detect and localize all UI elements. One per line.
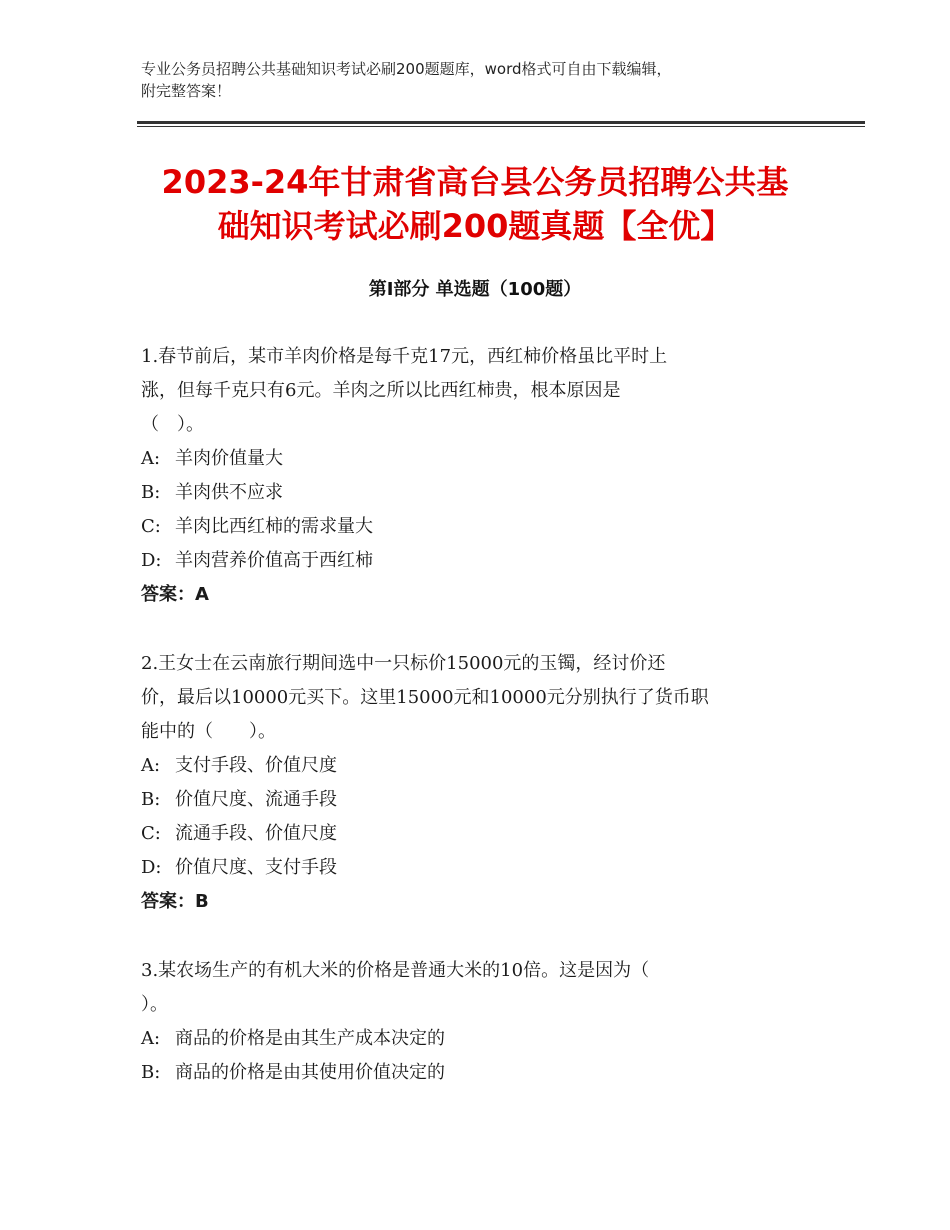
option-text: 商品的价格是由其使用价值决定的 [175,1062,445,1083]
option-text: 羊肉价值量大 [175,448,283,469]
section-heading: 第Ⅰ部分 单选题（100题） [368,279,582,300]
option-key: B: [141,1062,161,1083]
option-a [141,442,821,476]
option-key: D: [141,550,162,571]
header-note-line-2: 附完整答案！ [141,82,232,100]
header-divider-thick [137,121,865,124]
question-3 [141,954,821,1090]
title-line-2: 础知识考试必刷200题真题【全优】 [217,207,733,245]
option-a [141,1022,821,1056]
option-b [141,783,821,817]
question-text-line: 1.春节前后，某市羊肉价格是每千克17元，西红柿价格虽比平时上 [141,346,668,367]
question-text-line: ）。 [141,994,168,1015]
question-1 [141,340,821,612]
header-divider-thin [137,126,865,127]
option-text: 价值尺度、支付手段 [175,857,337,878]
option-a [141,749,821,783]
option-d [141,544,821,578]
question-2 [141,647,821,919]
title-line-1: 2023-24年甘肃省高台县公务员招聘公共基 [161,163,789,201]
question-text-line: 涨，但每千克只有6元。羊肉之所以比西红柿贵，根本原因是 [141,380,621,401]
option-text: 商品的价格是由其生产成本决定的 [175,1028,445,1049]
answer: 答案：A [141,584,209,605]
header-note [141,58,821,102]
option-b [141,476,821,510]
option-key: C: [141,823,161,844]
option-text: 羊肉供不应求 [175,482,283,503]
option-d [141,851,821,885]
option-key: A: [141,1028,161,1049]
option-text: 羊肉比西红柿的需求量大 [175,516,373,537]
option-key: D: [141,857,162,878]
option-key: A: [141,755,161,776]
option-c [141,510,821,544]
document-title [110,160,840,248]
option-key: C: [141,516,161,537]
question-text-line: 3.某农场生产的有机大米的价格是普通大米的10倍。这是因为（ [141,960,650,981]
header-note-line-1: 专业公务员招聘公共基础知识考试必刷200题题库，word格式可自由下载编辑， [141,60,672,78]
question-text-line: 价，最后以10000元买下。这里15000元和10000元分别执行了货币职 [141,687,709,708]
option-text: 价值尺度、流通手段 [175,789,337,810]
question-text-line: 2.王女士在云南旅行期间选中一只标价15000元的玉镯，经讨价还 [141,653,666,674]
option-c [141,817,821,851]
answer: 答案：B [141,891,209,912]
option-key: A: [141,448,161,469]
option-text: 流通手段、价值尺度 [175,823,337,844]
option-text: 支付手段、价值尺度 [175,755,337,776]
option-b [141,1056,821,1090]
question-text-line: （ ）。 [141,414,204,435]
option-text: 羊肉营养价值高于西红柿 [175,550,373,571]
option-key: B: [141,789,161,810]
option-key: B: [141,482,161,503]
question-text-line: 能中的（ ）。 [141,721,276,742]
